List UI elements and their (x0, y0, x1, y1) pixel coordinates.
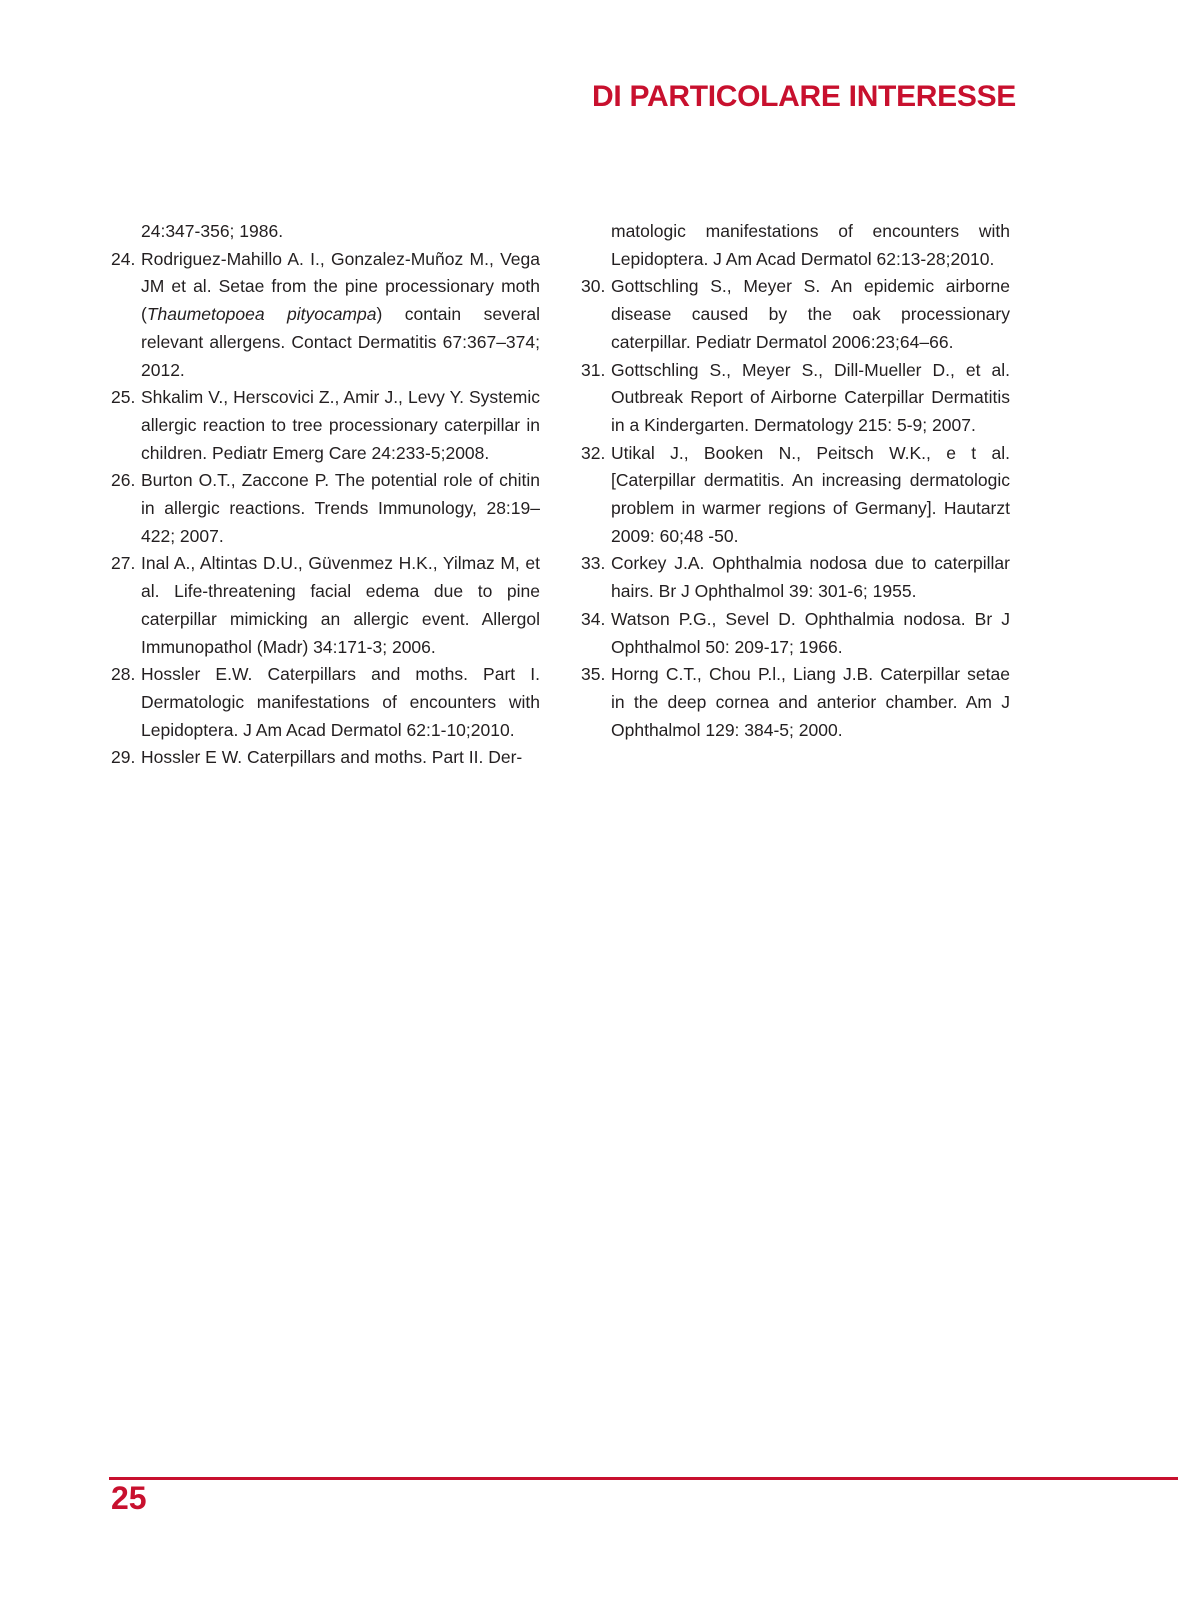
reference-text: Horng C.T., Chou P.l., Liang J.B. Caterpillar setae in the deep cornea and anterior chamber. Am J Ophthalmol 129: 384-5; 2000. (611, 664, 1010, 740)
reference-item (111, 246, 540, 385)
reference-number: 33. (581, 553, 606, 574)
reference-text: Inal A., Altintas D.U., Güvenmez H.K., Yilmaz M, et al. Life-threatening facial edema due to pine caterpillar mimicking an allergic event. Allergol Immunopathol (Madr) 34:171-3; 2006. (141, 553, 540, 657)
reference-number: 28. (111, 664, 136, 685)
reference-number: 32. (581, 442, 606, 463)
reference-item (111, 384, 540, 467)
page-number: 25 (111, 1480, 147, 1516)
reference-item (111, 744, 540, 772)
reference-continuation: matologic manifestations of encounters with Lepidoptera. J Am Acad Dermatol 62:13-28;2010. (611, 221, 1010, 269)
species-name: Thaumetopoea pityocampa (146, 304, 377, 325)
footer-divider (109, 1477, 1178, 1480)
reference-item (581, 440, 1010, 551)
reference-text: Burton O.T., Zaccone P. The potential role of chitin in allergic reactions. Trends Immunology, 28:19–422; 2007. (141, 470, 540, 546)
reference-text: Rodriguez-Mahillo A. I., Gonzalez-Muñoz M., Vega JM et al. Setae from the pine processionary moth (Thaumetopoea pityocampa) contain several relevant allergens. Contact Dermatitis 67:367–374; 2012. (141, 248, 540, 380)
reference-item (581, 273, 1010, 356)
references-right-column (581, 218, 1010, 744)
reference-number: 29. (111, 747, 136, 768)
reference-text: Hossler E W. Caterpillars and moths. Part II. Der- (141, 747, 523, 768)
reference-item (581, 661, 1010, 744)
reference-item (111, 467, 540, 550)
reference-item (111, 661, 540, 744)
reference-number: 24. (111, 248, 136, 269)
reference-item (581, 606, 1010, 661)
reference-item (581, 357, 1010, 440)
reference-number: 26. (111, 470, 136, 491)
reference-number: 34. (581, 608, 606, 629)
reference-text: Corkey J.A. Ophthalmia nodosa due to caterpillar hairs. Br J Ophthalmol 39: 301-6; 1955. (611, 553, 1010, 602)
reference-number: 25. (111, 387, 136, 408)
reference-number: 31. (581, 359, 606, 380)
reference-text: Gottschling S., Meyer S. An epidemic airborne disease caused by the oak processionary caterpillar. Pediatr Dermatol 2006:23;64–66. (611, 276, 1010, 352)
reference-text: Watson P.G., Sevel D. Ophthalmia nodosa. Br J Ophthalmol 50: 209-17; 1966. (611, 608, 1010, 657)
reference-item (581, 550, 1010, 605)
reference-text: Shkalim V., Herscovici Z., Amir J., Levy Y. Systemic allergic reaction to tree processionary caterpillar in children. Pediatr Emerg Care 24:233-5;2008. (141, 387, 540, 463)
reference-item (111, 550, 540, 661)
section-title: DI PARTICOLARE INTERESSE (592, 80, 1016, 113)
reference-text: Hossler E.W. Caterpillars and moths. Part I. Dermatologic manifestations of encounters with Lepidoptera. J Am Acad Dermatol 62:1-10;2010. (141, 664, 540, 740)
reference-number: 27. (111, 553, 136, 574)
references-left-column (111, 218, 540, 772)
reference-text: Gottschling S., Meyer S., Dill-Mueller D., et al. Outbreak Report of Airborne Caterpillar Dermatitis in a Kindergarten. Dermatology 215: 5-9; 2007. (611, 359, 1010, 435)
reference-number: 30. (581, 276, 606, 297)
reference-number: 35. (581, 664, 606, 685)
reference-continuation: 24:347-356; 1986. (141, 221, 284, 241)
reference-text: Utikal J., Booken N., Peitsch W.K., e t al. [Caterpillar dermatitis. An increasing dermatologic problem in warmer regions of Germany]. Hautarzt 2009: 60;48 -50. (611, 442, 1010, 546)
